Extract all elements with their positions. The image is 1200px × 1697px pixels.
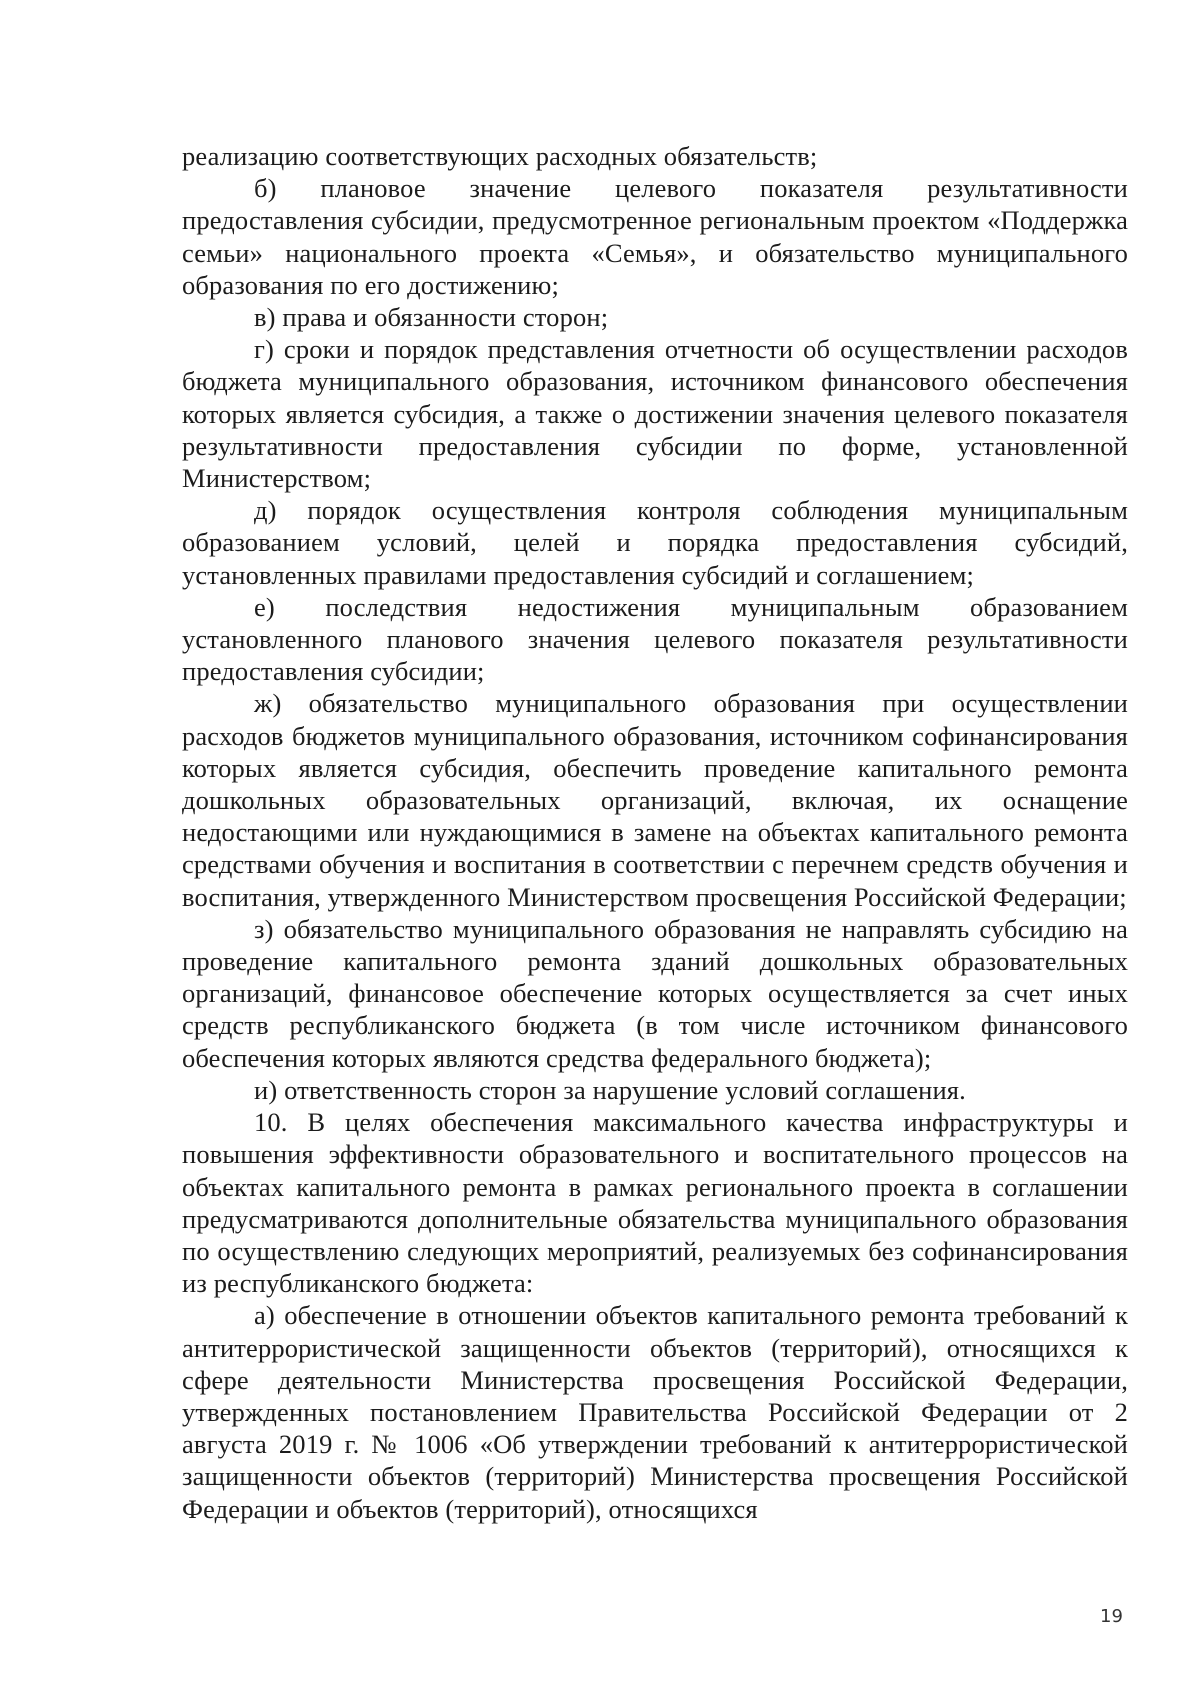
paragraph-item-zh: ж) обязательство муниципального образования при осуществлении расходов бюджетов муниципального образования, источником софинансирования которых является субсидия, обеспечить проведение капитального ремонта дошкольных образовательных организаций, включая, их оснащение недостающими или нуждающимися в замене на объектах капитального ремонта средствами обучения и воспитания в соответствии с перечнем средств обучения и воспитания, утвержденного Министерством просвещения Российской Федерации;	[182, 688, 1128, 912]
paragraph-item-a: а) обеспечение в отношении объектов капитального ремонта требований к антитеррористической защищенности объектов (территорий), относящихся к сфере деятельности Министерства просвещения Российской Федерации, утвержденных постановлением Правительства Российской Федерации от 2 августа 2019 г. № 1006 «Об утверждении требований к антитеррористической защищенности объектов (территорий) Министерства просвещения Российской Федерации и объектов (территорий), относящихся	[182, 1300, 1128, 1524]
paragraph-item-g: г) сроки и порядок представления отчетности об осуществлении расходов бюджета муниципального образования, источником финансового обеспечения которых является субсидия, а также о достижении значения целевого показателя результативности предоставления субсидии по форме, установленной Министерством;	[182, 334, 1128, 494]
paragraph-continuation: реализацию соответствующих расходных обязательств;	[182, 141, 818, 171]
paragraph-item-d: д) порядок осуществления контроля соблюдения муниципальным образованием условий, целей и порядка предоставления субсидий, установленных правилами предоставления субсидий и соглашением;	[182, 495, 1128, 590]
paragraph-item-v: в) права и обязанности сторон;	[254, 302, 609, 333]
paragraph-section-10: 10. В целях обеспечения максимального качества инфраструктуры и повышения эффективности образовательного и воспитательного процессов на объектах капитального ремонта в рамках регионального проекта в соглашении предусматриваются дополнительные обязательства муниципального образования по осуществлению следующих мероприятий, реализуемых без софинансирования из республиканского бюджета:	[182, 1107, 1128, 1299]
paragraph-item-z: з) обязательство муниципального образования не направлять субсидию на проведение капитального ремонта зданий дошкольных образовательных организаций, финансовое обеспечение которых осуществляется за счет иных средств республиканского бюджета (в том числе источником финансового обеспечения которых являются средства федерального бюджета);	[182, 913, 1128, 1073]
document-body	[182, 140, 1128, 1525]
paragraph-item-b: б) плановое значение целевого показателя результативности предоставления субсидии, предусмотренное региональным проектом «Поддержка семьи» национального проекта «Семья», и обязательство муниципального образования по его достижению;	[182, 173, 1128, 300]
page-number: 19	[1100, 1606, 1123, 1627]
paragraph-item-e: е) последствия недостижения муниципальным образованием установленного планового значения целевого показателя результативности предоставления субсидии;	[182, 591, 1128, 687]
paragraph-item-i: и) ответственность сторон за нарушение условий соглашения.	[254, 1074, 966, 1105]
